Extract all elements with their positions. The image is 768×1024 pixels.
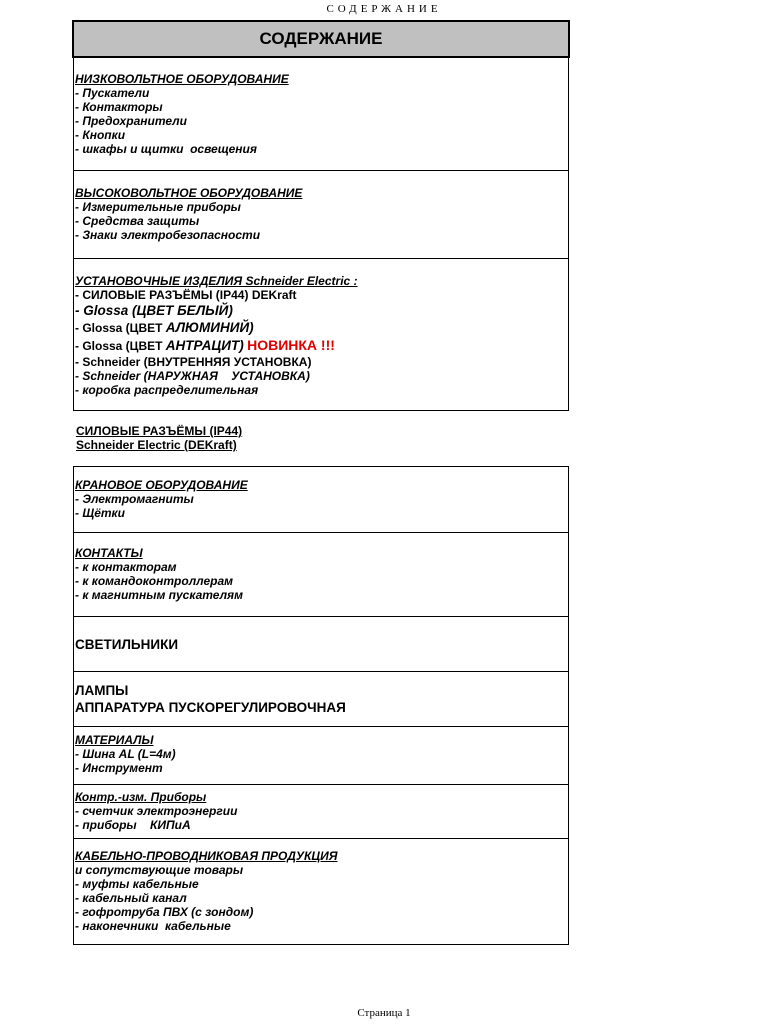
link-connectors-sub[interactable]: Schneider Electric (DEKraft) — [76, 438, 237, 452]
section-connectors — [76, 424, 568, 452]
list-item: - кабельный канал — [75, 891, 187, 905]
list-item: - шкафы и щитки освещения — [75, 142, 257, 156]
list-item: - муфты кабельные — [75, 877, 199, 891]
list-item: - Пускатели — [75, 86, 150, 100]
section-installation — [75, 274, 567, 397]
list-item: - Знаки электробезопасности — [75, 228, 261, 242]
list-item: - наконечники кабельные — [75, 919, 231, 933]
list-item: - Щётки — [75, 506, 125, 520]
contents-title: СОДЕРЖАНИЕ — [72, 20, 570, 58]
list-item: - счетчик электроэнергии — [75, 804, 238, 818]
list-item: - Glossa (ЦВЕТ АНТРАЦИТ) НОВИНКА !!! — [75, 337, 335, 353]
link-lamps[interactable]: ЛАМПЫ — [75, 683, 129, 698]
list-item: - к командоконтроллерам — [75, 574, 234, 588]
list-item: - Электромагниты — [75, 492, 194, 506]
page-footer: Страница 1 — [357, 1007, 411, 1019]
link-cable[interactable]: КАБЕЛЬНО-ПРОВОДНИКОВАЯ ПРОДУКЦИЯ — [75, 849, 338, 863]
page-header: СОДЕРЖАНИЕ — [326, 3, 442, 15]
link-meters[interactable]: Контр.-изм. Приборы — [75, 790, 207, 804]
section-contacts — [75, 546, 567, 602]
link-low-voltage[interactable]: НИЗКОВОЛЬТНОЕ ОБОРУДОВАНИЕ — [75, 72, 289, 86]
list-item: - Измерительные приборы — [75, 200, 241, 214]
list-item: - СИЛОВЫЕ РАЗЪЁМЫ (IP44) DEKraft — [75, 288, 297, 302]
section-low-voltage — [75, 72, 567, 156]
section-lights — [75, 636, 567, 653]
list-item: - Предохранители — [75, 114, 187, 128]
list-item: - Glossa (ЦВЕТ БЕЛЫЙ) — [75, 303, 233, 318]
list-item: - к контакторам — [75, 560, 177, 574]
list-item: - Кнопки — [75, 128, 126, 142]
link-starting-equipment[interactable]: АППАРАТУРА ПУСКОРЕГУЛИРОВОЧНАЯ — [75, 700, 346, 715]
section-lamps — [75, 682, 567, 716]
list-item: - Schneider (ВНУТРЕННЯЯ УСТАНОВКА) — [75, 355, 312, 369]
section-cable — [75, 849, 567, 933]
list-item: - Glossa (ЦВЕТ АЛЮМИНИЙ) — [75, 320, 254, 335]
list-item: - Средства защиты — [75, 214, 200, 228]
link-crane[interactable]: КРАНОВОЕ ОБОРУДОВАНИЕ — [75, 478, 248, 492]
list-item: - Шина AL (L=4м) — [75, 747, 176, 761]
link-connectors[interactable]: СИЛОВЫЕ РАЗЪЁМЫ (IP44) — [76, 424, 243, 438]
list-item: - Контакторы — [75, 100, 163, 114]
link-materials[interactable]: МАТЕРИАЛЫ — [75, 733, 154, 747]
link-contacts[interactable]: КОНТАКТЫ — [75, 546, 143, 560]
list-item: - приборы КИПиА — [75, 818, 191, 832]
new-badge: НОВИНКА !!! — [247, 337, 335, 353]
link-high-voltage[interactable]: ВЫСОКОВОЛЬТНОЕ ОБОРУДОВАНИЕ — [75, 186, 303, 200]
list-item: и сопутствующие товары — [75, 863, 244, 877]
list-item: - гофротруба ПВХ (с зондом) — [75, 905, 254, 919]
list-item: - Schneider (НАРУЖНАЯ УСТАНОВКА) — [75, 369, 310, 383]
list-item: - Инструмент — [75, 761, 163, 775]
link-lights[interactable]: СВЕТИЛЬНИКИ — [75, 637, 179, 652]
section-high-voltage — [75, 186, 567, 242]
section-materials — [75, 733, 567, 775]
list-item: - к магнитным пускателям — [75, 588, 243, 602]
section-crane — [75, 478, 567, 520]
link-installation[interactable]: УСТАНОВОЧНЫЕ ИЗДЕЛИЯ Schneider Electric : — [75, 274, 358, 288]
list-item: - коробка распределительная — [75, 383, 259, 397]
section-meters — [75, 790, 567, 832]
